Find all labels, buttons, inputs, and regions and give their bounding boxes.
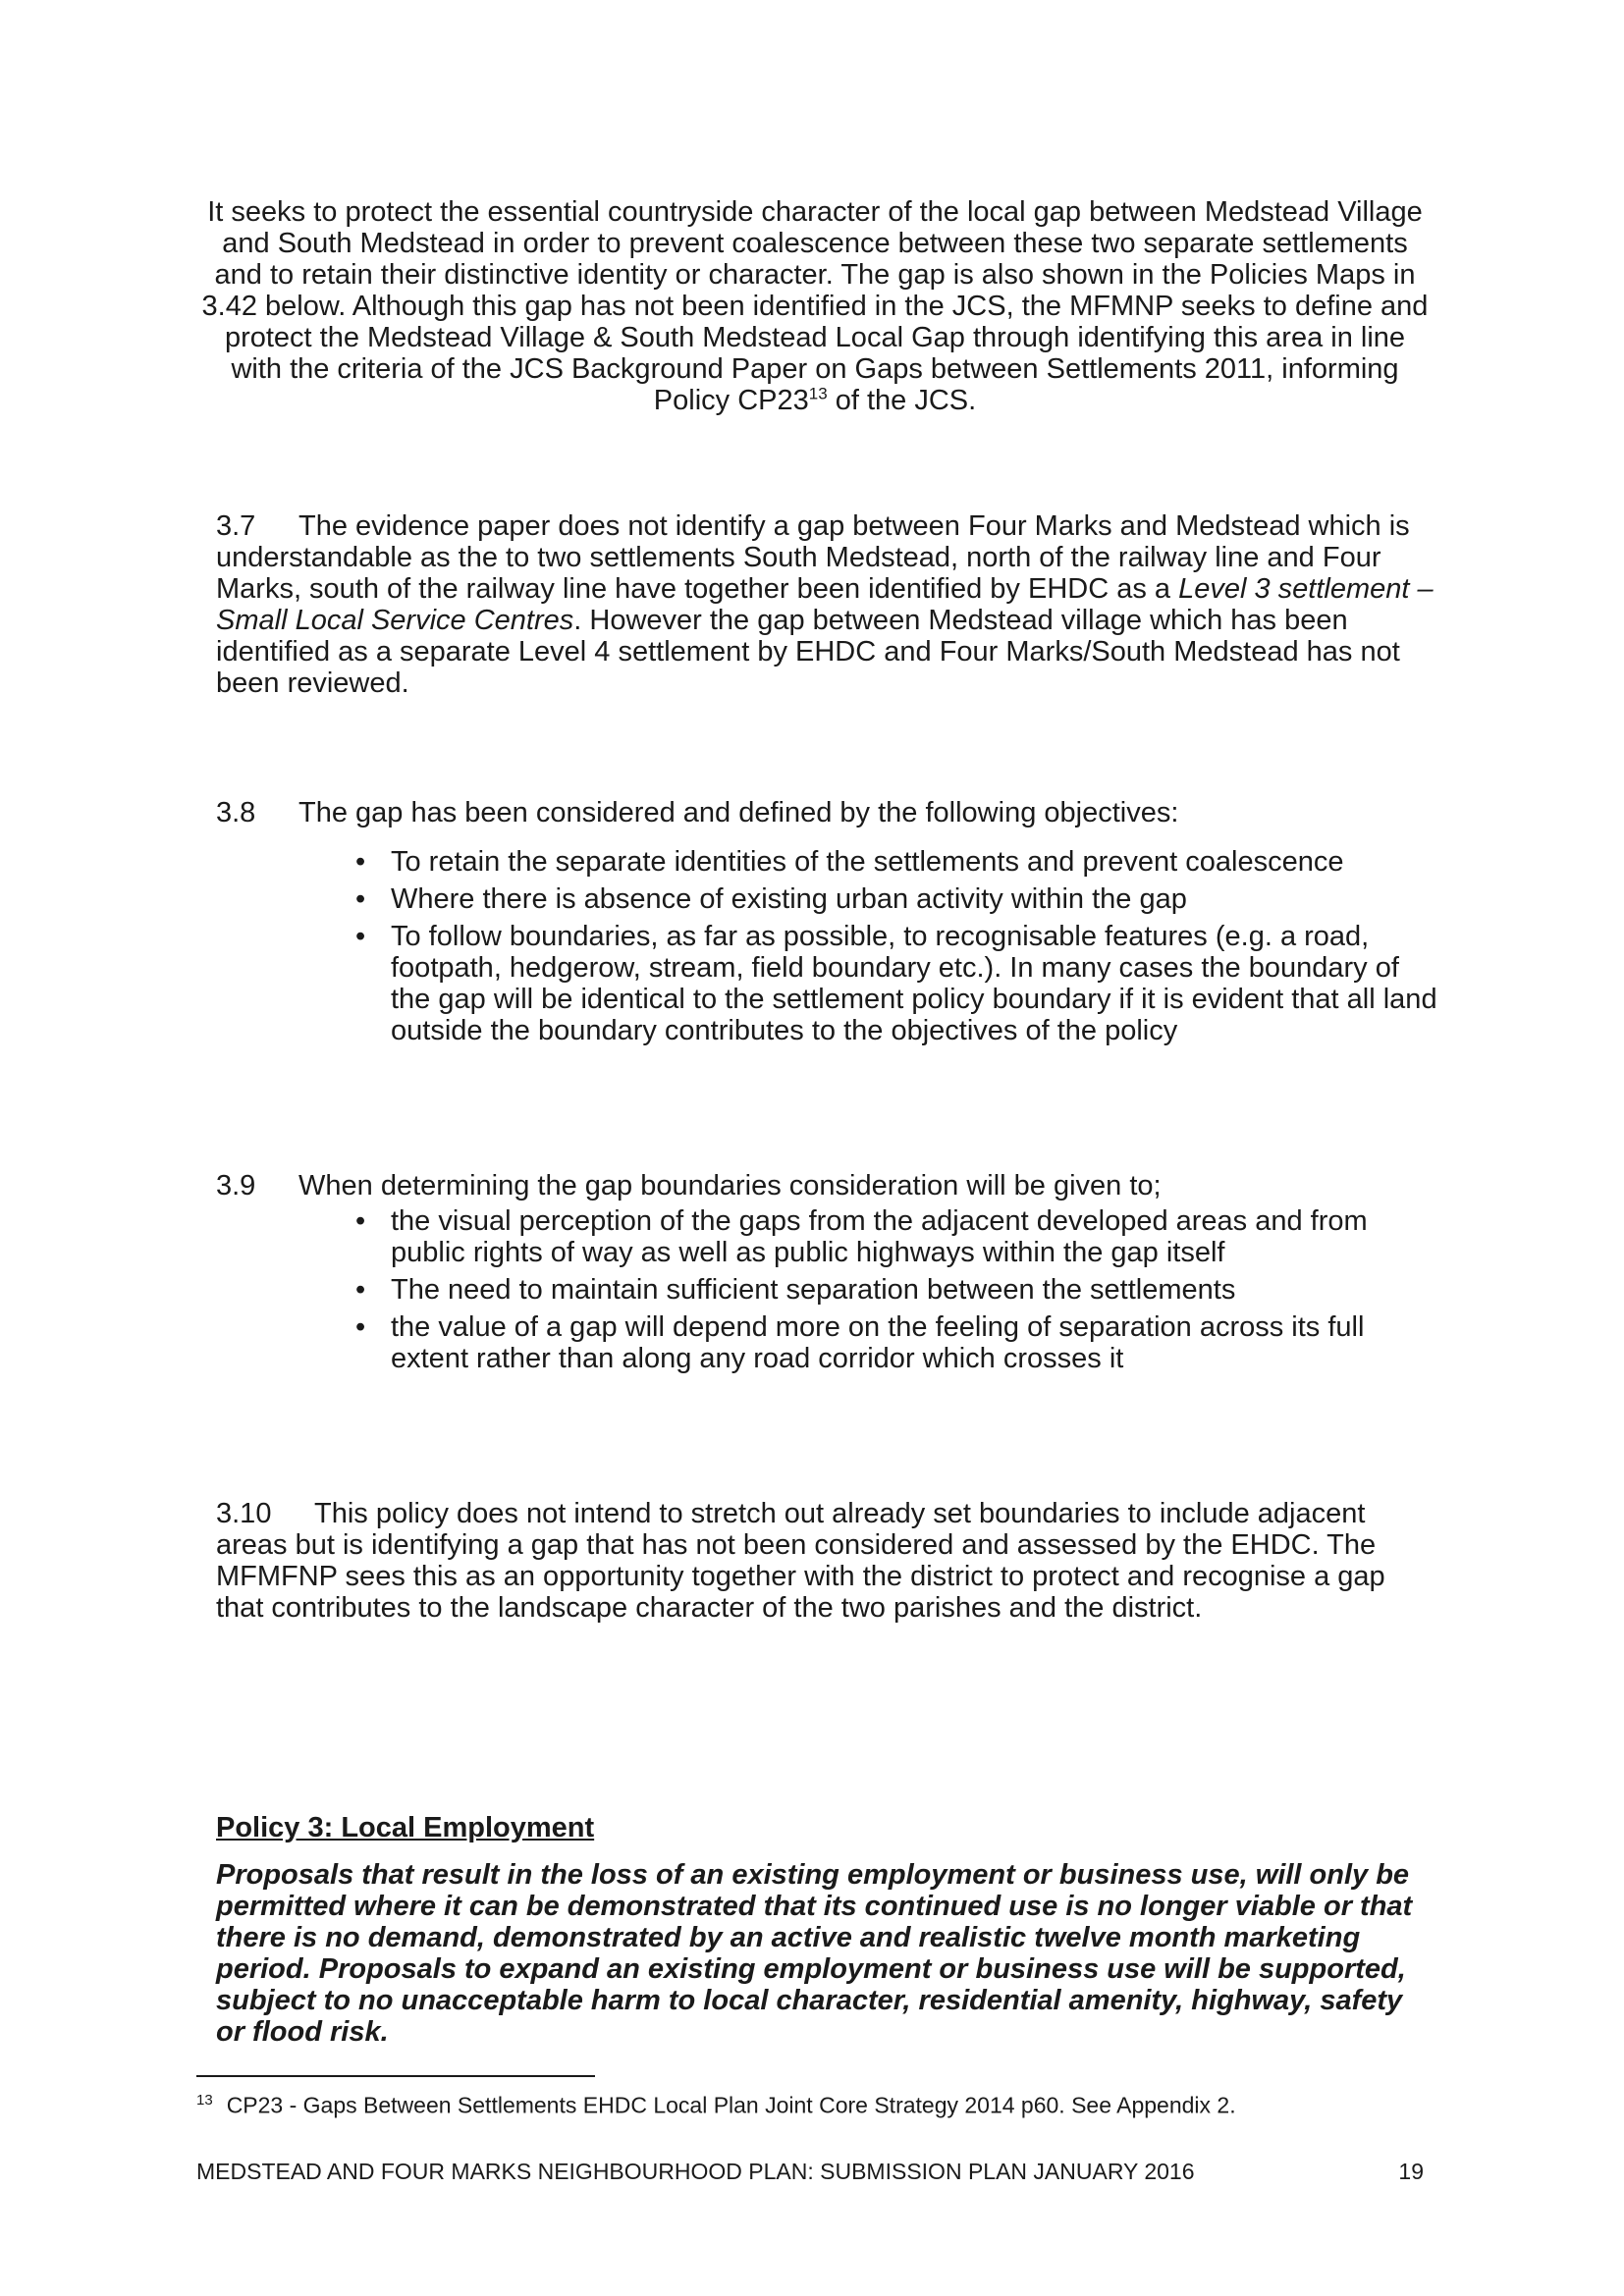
considerations-list: [352, 1205, 1441, 1380]
footnote-number: 13: [196, 2092, 213, 2109]
intro-paragraph: [196, 196, 1434, 416]
list-item: • To retain the separate identities of the settlements and prevent coalescence: [352, 846, 1441, 878]
intro-text: It seeks to protect the essential countryside character of the local gap between Medstead Village and South Medstead in order to prevent coalescence between these two separate settlements and to retain their distinctive identity or character. The gap is also shown in the Policies Maps in 3.42 below. Although this gap has not been identified in the JCS, the MFMNP seeks to define and protect the Medstead Village & South Medstead Local Gap through identifying this area in line with the criteria of the JCS Background Paper on Gaps between Settlements 2011, informing Policy CP23: [201, 196, 1429, 416]
paragraph-3-10: [216, 1498, 1434, 1624]
paragraph-italic-text: Level 3 settlement – Small Local Service Centres: [216, 573, 1434, 636]
intro-text-end: of the JCS.: [827, 385, 977, 416]
paragraph-number: 3.10: [216, 1498, 272, 1529]
footnote: [196, 2087, 1434, 2119]
paragraph-text: This policy does not intend to stretch out already set boundaries to include adjacent areas but is identifying a gap that has not been considered and assessed by the EHDC. The MFMFNP sees this as an opportunity together with the district to protect and recognise a gap that contributes to the landscape character of the two parishes and the district.: [216, 1498, 1385, 1624]
list-item: • the visual perception of the gaps from the adjacent developed areas and from public rights of way as well as public highways within the gap itself: [352, 1205, 1441, 1268]
list-item: • To follow boundaries, as far as possible, to recognisable features (e.g. a road, footpath, hedgerow, stream, field boundary etc.). In many cases the boundary of the gap will be identical to the settlement policy boundary if it is evident that all land outside the boundary contributes to the objectives of the policy: [352, 921, 1441, 1046]
page-number: 19: [1398, 2159, 1424, 2184]
paragraph-number: 3.9: [216, 1170, 256, 1201]
footnote-reference: 13: [808, 384, 828, 403]
list-item: • Where there is absence of existing urban activity within the gap: [352, 883, 1441, 915]
list-item: • The need to maintain sufficient separation between the settlements: [352, 1274, 1441, 1306]
policy-heading: Policy 3: Local Employment: [216, 1812, 595, 1843]
paragraph-3-8: [216, 797, 1434, 828]
paragraph-text-end: . However the gap between Medstead village which has been identified as a separate Level 4 settlement by EHDC and Four Marks/South Medstead has not been reviewed.: [216, 605, 1400, 699]
paragraph-number: 3.8: [216, 797, 256, 828]
page-footer: [196, 2158, 1434, 2185]
paragraph-text: When determining the gap boundaries consideration will be given to;: [298, 1170, 1162, 1201]
footnote-text: CP23 - Gaps Between Settlements EHDC Local Plan Joint Core Strategy 2014 p60. See Appendix 2.: [226, 2092, 1236, 2118]
footer-title: MEDSTEAD AND FOUR MARKS NEIGHBOURHOOD PLAN: SUBMISSION PLAN JANUARY 2016: [196, 2159, 1195, 2184]
paragraph-number: 3.7: [216, 510, 256, 542]
objectives-list: [352, 846, 1441, 1052]
paragraph-3-9: [216, 1170, 1434, 1201]
list-item: • the value of a gap will depend more on the feeling of separation across its full extent rather than along any road corridor which crosses it: [352, 1311, 1441, 1374]
policy-text: Proposals that result in the loss of an existing employment or business use, will only be permitted where it can be demonstrated that its continued use is no longer viable or that there is no demand, demonstrated by an active and realistic twelve month marketing period. Proposals to expand an existing employment or business use will be supported, subject to no unacceptable harm to local character, residential amenity, highway, safety or flood risk.: [216, 1859, 1413, 2048]
paragraph-text: The gap has been considered and defined by the following objectives:: [298, 797, 1179, 828]
footnote-divider: [196, 2075, 595, 2077]
paragraph-text: The evidence paper does not identify a gap between Four Marks and Medstead which is understandable as the to two settlements South Medstead, north of the railway line and Four Marks, south of the railway line have together been identified by EHDC as a: [216, 510, 1410, 605]
paragraph-3-7: [216, 510, 1434, 699]
